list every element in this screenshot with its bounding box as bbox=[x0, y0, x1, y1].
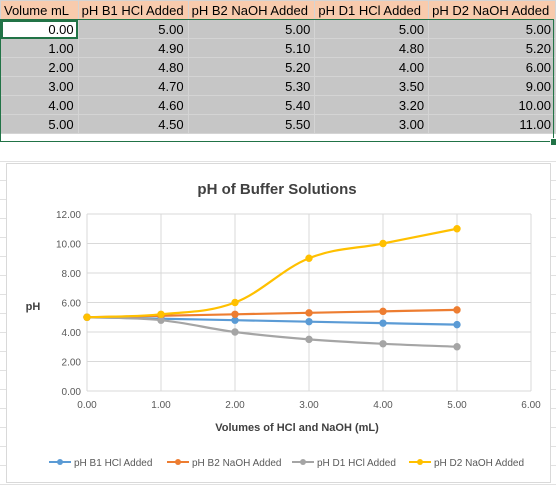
table-cell[interactable]: 5.10 bbox=[188, 39, 315, 58]
table-cell[interactable]: 6.00 bbox=[429, 58, 556, 77]
chart-title: pH of Buffer Solutions bbox=[197, 181, 357, 198]
table-cell[interactable]: 11.00 bbox=[429, 115, 556, 134]
table-row bbox=[1, 39, 556, 58]
x-tick-label: 5.00 bbox=[447, 400, 467, 411]
y-tick-label: 10.00 bbox=[55, 239, 81, 251]
y-axis-label: pH bbox=[25, 301, 41, 313]
table-cell[interactable]: 4.00 bbox=[1, 96, 79, 115]
table-cell[interactable]: 5.50 bbox=[188, 115, 315, 134]
data-point bbox=[454, 307, 460, 313]
table-cell[interactable]: 3.00 bbox=[315, 115, 429, 134]
x-tick-label: 2.00 bbox=[225, 400, 245, 411]
y-tick-label: 8.00 bbox=[61, 269, 81, 280]
legend-label: pH B1 HCl Added bbox=[74, 458, 153, 469]
table-cell[interactable]: 9.00 bbox=[429, 77, 556, 96]
table-cell[interactable]: 10.00 bbox=[429, 96, 556, 115]
x-tick-label: 4.00 bbox=[373, 400, 393, 411]
table-row bbox=[1, 96, 556, 115]
data-point bbox=[380, 320, 386, 326]
table-cell[interactable]: 3.00 bbox=[1, 77, 79, 96]
data-point bbox=[380, 308, 386, 314]
y-tick-label: 0.00 bbox=[61, 387, 81, 398]
data-point bbox=[454, 344, 460, 350]
data-point bbox=[380, 240, 386, 246]
table-cell[interactable]: 4.80 bbox=[315, 39, 429, 58]
x-axis-label: Volumes of HCl and NaOH (mL) bbox=[215, 422, 379, 434]
table-cell[interactable]: 4.80 bbox=[78, 58, 188, 77]
legend-marker bbox=[57, 459, 63, 465]
table-cell[interactable]: 4.00 bbox=[315, 58, 429, 77]
line-chart[interactable] bbox=[6, 163, 551, 483]
table-cell[interactable]: 4.70 bbox=[78, 77, 188, 96]
table-cell[interactable]: 5.00 bbox=[188, 20, 315, 39]
header-cell-b1[interactable]: pH B1 HCl Added bbox=[78, 1, 188, 20]
x-tick-label: 1.00 bbox=[151, 400, 171, 411]
table-cell[interactable]: 5.00 bbox=[1, 115, 79, 134]
x-tick-label: 3.00 bbox=[299, 400, 319, 411]
data-point bbox=[306, 310, 312, 316]
table-cell[interactable]: 0.00 bbox=[1, 20, 79, 39]
table-row bbox=[1, 58, 556, 77]
table-cell[interactable]: 4.60 bbox=[78, 96, 188, 115]
table-cell[interactable]: 4.50 bbox=[78, 115, 188, 134]
header-cell-volume[interactable]: Volume mL bbox=[1, 1, 79, 20]
series-lines bbox=[84, 226, 460, 350]
table-cell[interactable]: 2.00 bbox=[1, 58, 79, 77]
data-point bbox=[380, 341, 386, 347]
legend-marker bbox=[417, 459, 423, 465]
fill-handle[interactable] bbox=[550, 138, 556, 146]
header-cell-d2[interactable]: pH D2 NaOH Added bbox=[429, 1, 556, 20]
legend-label: pH B2 NaOH Added bbox=[192, 458, 282, 469]
table-cell[interactable]: 5.30 bbox=[188, 77, 315, 96]
chart-canvas bbox=[7, 164, 550, 482]
table-row bbox=[1, 20, 556, 39]
table-cell[interactable]: 3.20 bbox=[315, 96, 429, 115]
legend[interactable] bbox=[49, 458, 524, 469]
data-point bbox=[306, 255, 312, 261]
x-tick-label: 6.00 bbox=[521, 400, 541, 411]
table-cell[interactable]: 5.20 bbox=[188, 58, 315, 77]
table-row bbox=[1, 77, 556, 96]
table-cell[interactable]: 5.20 bbox=[429, 39, 556, 58]
legend-marker bbox=[175, 459, 181, 465]
data-point bbox=[232, 329, 238, 335]
x-tick-label: 0.00 bbox=[77, 400, 97, 411]
table-cell[interactable]: 5.00 bbox=[315, 20, 429, 39]
header-cell-d1[interactable]: pH D1 HCl Added bbox=[315, 1, 429, 20]
axes bbox=[56, 210, 541, 411]
table-cell[interactable]: 5.00 bbox=[78, 20, 188, 39]
data-point bbox=[158, 311, 164, 317]
data-point bbox=[232, 299, 238, 305]
data-point bbox=[454, 226, 460, 232]
legend-marker bbox=[300, 459, 306, 465]
y-tick-label: 4.00 bbox=[61, 328, 81, 339]
legend-label: pH D1 HCl Added bbox=[317, 458, 396, 469]
table-cell[interactable]: 3.50 bbox=[315, 77, 429, 96]
data-point bbox=[306, 318, 312, 324]
table-row bbox=[1, 115, 556, 134]
table-cell[interactable]: 5.00 bbox=[429, 20, 556, 39]
table-cell[interactable]: 5.40 bbox=[188, 96, 315, 115]
y-tick-label: 6.00 bbox=[61, 298, 81, 310]
header-row bbox=[1, 1, 556, 20]
data-point bbox=[306, 336, 312, 342]
data-point bbox=[232, 311, 238, 317]
header-cell-b2[interactable]: pH B2 NaOH Added bbox=[188, 1, 315, 20]
y-tick-label: 12.00 bbox=[55, 210, 81, 221]
legend-label: pH D2 NaOH Added bbox=[434, 458, 525, 469]
data-table[interactable] bbox=[0, 0, 556, 134]
table-cell[interactable]: 1.00 bbox=[1, 39, 79, 58]
y-tick-label: 2.00 bbox=[61, 357, 81, 369]
data-point bbox=[454, 321, 460, 327]
table-cell[interactable]: 4.90 bbox=[78, 39, 188, 58]
gridlines bbox=[87, 214, 531, 391]
data-point bbox=[84, 314, 90, 320]
